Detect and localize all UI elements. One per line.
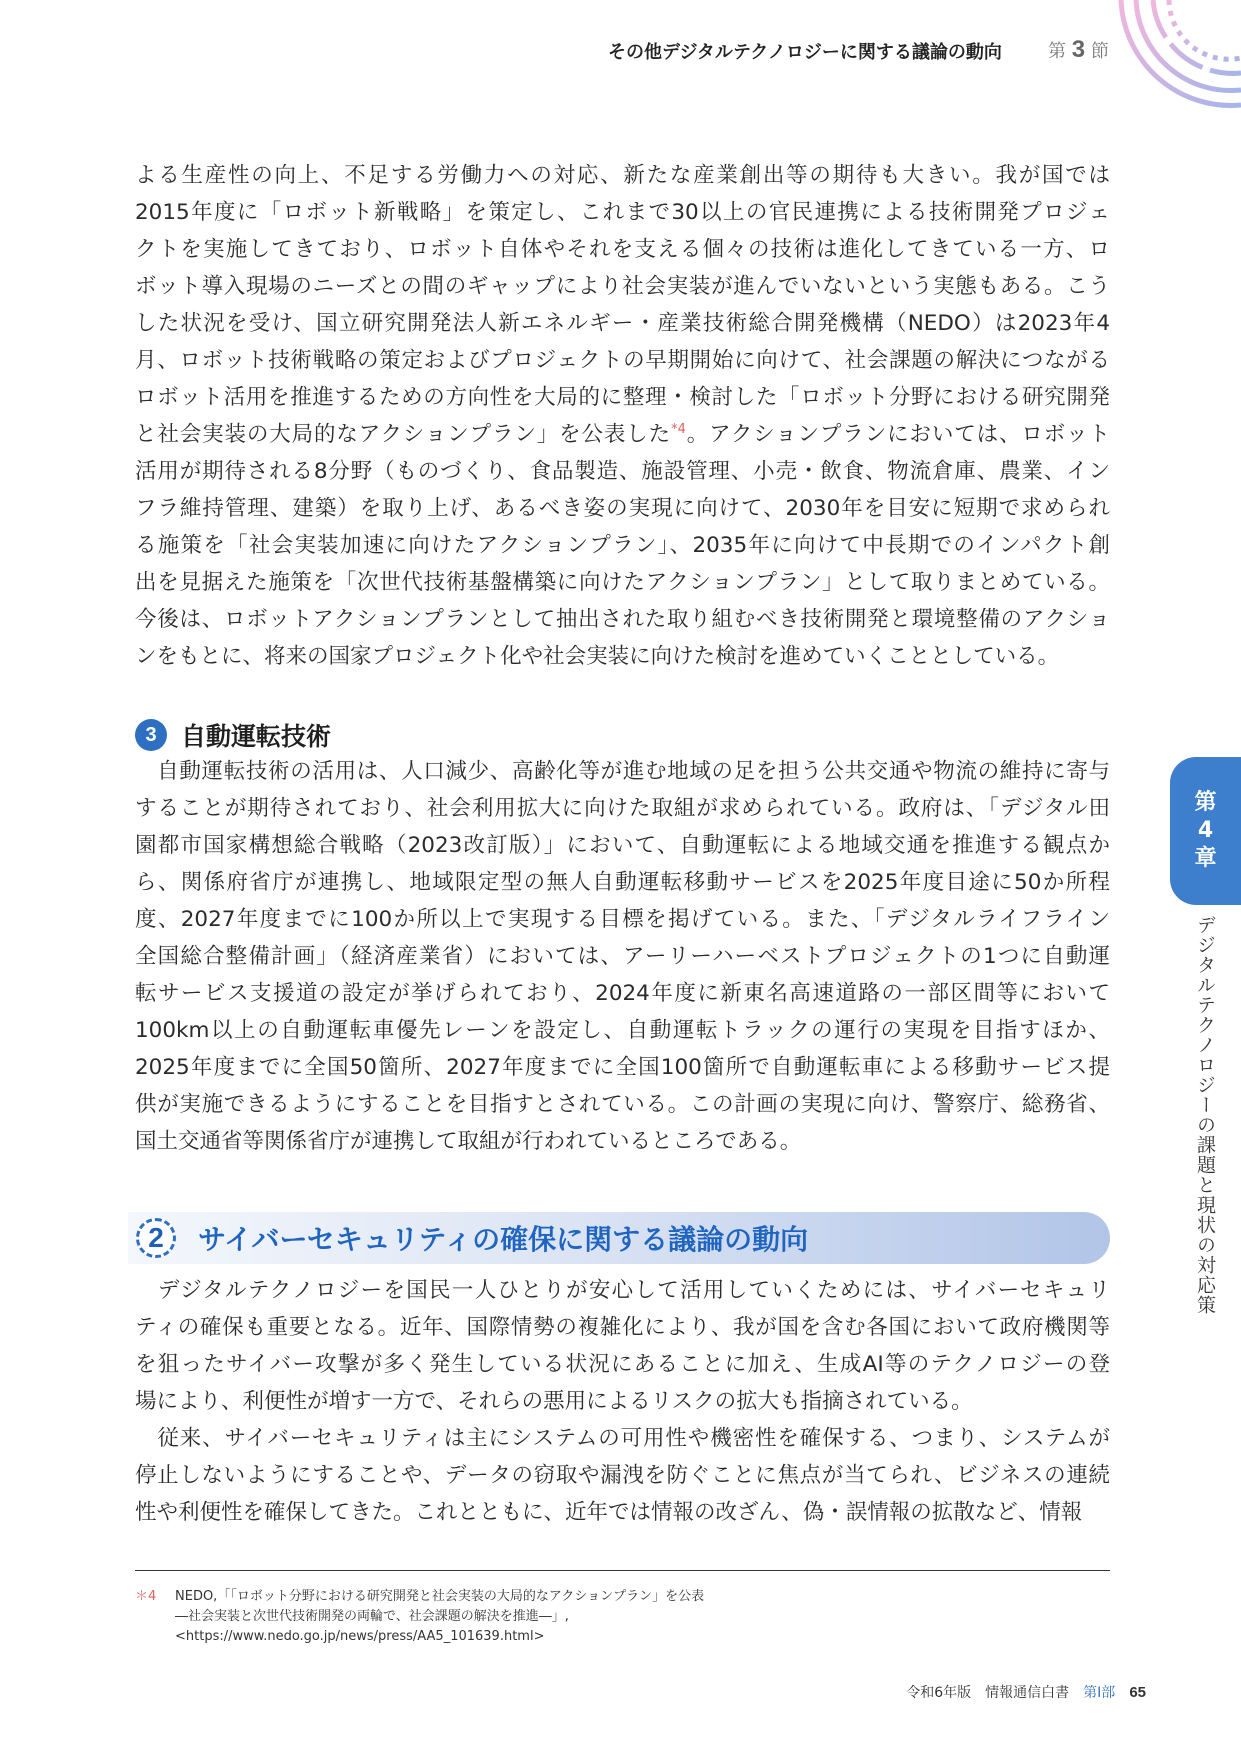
page-footer [906, 1682, 1146, 1702]
footnote-line: NEDO,「「ロボット分野における研究開発と社会実装の大局的なアクションプラン」を公表 [175, 1589, 705, 1604]
text-line: フラ維持管理、建築）を取り上げ、あるべき姿の実現に向けて、2030年を目安に短期で求められ [135, 496, 1110, 521]
footnote-reference[interactable]: *4 [671, 422, 686, 437]
subsection-heading [135, 717, 331, 753]
text-line: 活用が期待される8分野（ものづくり、食品製造、施設管理、小売・飲食、物流倉庫、農業、イン [135, 459, 1110, 484]
section-heading-band [128, 1212, 1110, 1264]
text-line: ロボット活用を推進するための方向性を大局的に整理・検討した「ロボット分野における研究開発 [135, 385, 1110, 410]
footnote-url[interactable]: <https://www.nedo.go.jp/news/press/AA5_101639.html> [175, 1629, 545, 1644]
text-line: る施策を「社会実装加速に向けたアクションプラン」、2035年に向けて中長期でのインパクト創 [135, 533, 1110, 558]
chapter-suffix: 章 [1194, 846, 1217, 871]
footer-part: 第Ⅰ部 [1083, 1685, 1116, 1701]
text-line: を狙ったサイバー攻撃が多く発生している状況にあることに加え、生成AI等のテクノロジーの登 [135, 1352, 1110, 1377]
text-line: 出を見据えた施策を「次世代技術基盤構築に向けたアクションプラン」として取りまとめている。 [135, 570, 1110, 595]
running-header-title: その他デジタルテクノロジーに関する議論の動向 [608, 42, 1002, 63]
footer-edition: 令和6年版 情報通信白書 [906, 1685, 1070, 1701]
text-line: クトを実施してきており、ロボット自体やそれを支える個々の技術は進化してきている一方、ロ [135, 237, 1110, 262]
subsection-title: 自動運転技術 [181, 722, 332, 751]
section-title: サイバーセキュリティの確保に関する議論の動向 [198, 1223, 809, 1256]
chapter-tab[interactable] [1170, 757, 1241, 905]
page-number: 65 [1129, 1684, 1146, 1701]
text-line: よる生産性の向上、不足する労働力への対応、新たな産業創出等の期待も大きい。我が国では [135, 163, 1110, 188]
subsection-number-badge: 3 [135, 719, 167, 751]
decorative-arcs-icon [1101, 0, 1241, 110]
text-line: 度、2027年度までに100か所以上で実現する目標を掲げている。また、「デジタルライフライン [135, 907, 1110, 932]
text-line: 転サービス支援道の設定が挙げられており、2024年度に新東名高速道路の一部区間等において [135, 981, 1110, 1006]
text-line: 供が実施できるようにすることを目指すとされている。この計画の実現に向け、警察庁、総務省、 [135, 1092, 1110, 1117]
section-label [1048, 36, 1109, 64]
section-number-badge: 2 [136, 1218, 176, 1258]
paragraph-cybersecurity-2 [135, 1420, 1110, 1531]
footnote-divider [135, 1570, 1110, 1571]
text-line: 100km以上の自動運転車優先レーンを設定し、自動運転トラックの運行の実現を目指すほか、 [135, 1018, 1110, 1043]
text-line: ら、関係府省庁が連携し、地域限定型の無人自動運転移動サービスを2025年度目途に50か所程 [135, 870, 1110, 895]
text-line: 停止しないようにすることや、データの窃取や漏洩を防ぐことに焦点が当てられ、ビジネスの連続 [135, 1463, 1110, 1488]
text-line: 国土交通省等関係省庁が連携して取組が行われているところである。 [135, 1129, 802, 1154]
text-line: ティの確保も重要となる。近年、国際情勢の複雑化により、我が国を含む各国において政府機関等 [135, 1315, 1110, 1340]
section-prefix: 第 [1048, 41, 1066, 62]
chapter-prefix: 第 [1194, 790, 1217, 815]
section-suffix: 節 [1090, 41, 1109, 62]
text-line: 月、ロボット技術戦略の策定およびプロジェクトの早期開始に向けて、社会課題の解決につながる [135, 348, 1110, 373]
text-line: 自動運転技術の活用は、人口減少、高齢化等が進む地域の足を担う公共交通や物流の維持に寄与 [135, 759, 1110, 784]
text-line: 性や利便性を確保してきた。これとともに、近年では情報の改ざん、偽・誤情報の拡散など、情報 [135, 1500, 1083, 1525]
text-line: 2015年度に「ロボット新戦略」を策定し、これまで30以上の官民連携による技術開発プロジェ [135, 200, 1110, 225]
text-line: 園都市国家構想総合戦略（2023改訂版）」において、自動運転による地域交通を推進する観点か [135, 833, 1110, 858]
chapter-number: 4 [1197, 818, 1214, 843]
text-line: 2025年度までに全国50箇所、2027年度までに全国100箇所で自動運転車による移動サービス提 [135, 1055, 1110, 1080]
paragraph-autonomous-driving [135, 753, 1110, 1160]
text-line: することが期待されており、社会利用拡大に向けた取組が求められている。政府は、「デジタル田 [135, 796, 1110, 821]
text-line: 従来、サイバーセキュリティは主にシステムの可用性や機密性を確保する、つまり、システムが [135, 1426, 1110, 1451]
paragraph-cybersecurity-1 [135, 1272, 1110, 1420]
text-line: デジタルテクノロジーを国民一人ひとりが安心して活用していくためには、サイバーセキュリ [135, 1278, 1110, 1303]
text-line: ボット導入現場のニーズとの間のギャップにより社会実装が進んでいないという実態もある。こう [135, 274, 1110, 299]
text-line: 全国総合整備計画」（経済産業省）においては、アーリーハーベストプロジェクトの1つに自動運 [135, 944, 1110, 969]
text-line: と社会実装の大局的なアクションプラン」を公表した$^{*4}$。アクションプランにおいては、ロボット [135, 422, 1110, 447]
text-line: 場により、利便性が増す一方で、それらの悪用によるリスクの拡大も指摘されている。 [135, 1389, 973, 1414]
text-line: 今後は、ロボットアクションプランとして抽出された取り組むべき技術開発と環境整備のアクショ [135, 607, 1110, 632]
section-number: 3 [1071, 36, 1086, 63]
text-line: ンをもとに、将来の国家プロジェクト化や社会実装に向けた検討を進めていくこととしている。 [135, 644, 1060, 669]
chapter-title-vertical: デジタルテクノロジーの課題と現状の対応策 [1194, 915, 1216, 1315]
footnote-marker: ＊4 [135, 1589, 157, 1604]
text-line: した状況を受け、国立研究開発法人新エネルギー・産業技術総合開発機構（NEDO）は2023年4 [135, 311, 1110, 336]
paragraph-robotics [135, 157, 1110, 675]
footnote [135, 1587, 704, 1647]
footnote-line: ―社会実装と次世代技術開発の両輪で、社会課題の解決を推進―」, [175, 1609, 569, 1624]
